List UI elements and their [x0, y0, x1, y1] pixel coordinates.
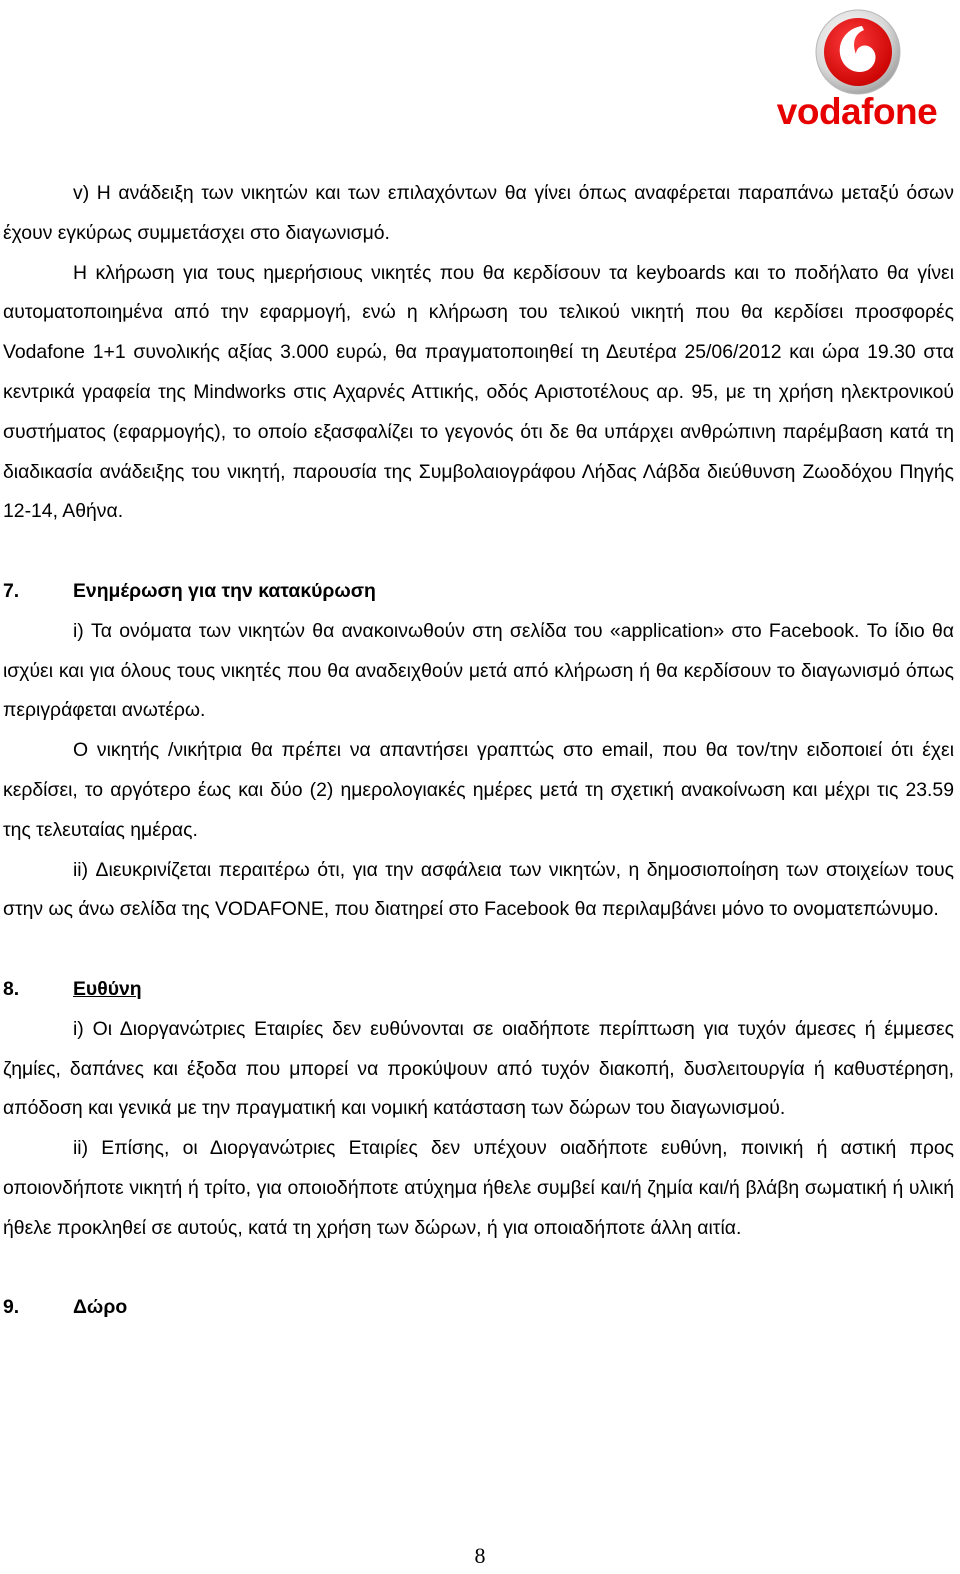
page-number: 8	[474, 1543, 486, 1568]
section-8-heading	[3, 970, 954, 1010]
section-8-paragraph-1: i) Οι Διοργανώτριες Εταιρίες δεν ευθύνονται σε οιαδήποτε περίπτωση για τυχόν άμεσες ή έμμεσες ζημίες, δαπάνες και έξοδα που μπορεί να προκύψουν από τυχόν διακοπή, δυσλειτουργία ή καθυστέρηση, απόδοση και γενικά με την πραγματική και νομική κατάσταση των δώρων του διαγωνισμού.	[3, 1017, 954, 1120]
section-7-paragraph-3: ii) Διευκρινίζεται περαιτέρω ότι, για την ασφάλεια των νικητών, η δημοσιοποίηση των στοιχείων τους στην ως άνω σελίδα της VODAFONE, που διατηρεί στο Facebook θα περιλαμβάνει μόνο το ονοματεπώνυμο.	[3, 858, 954, 921]
section-8-number: 8.	[3, 977, 20, 1000]
spacer	[3, 1249, 954, 1289]
vodafone-speechmark-icon	[766, 6, 948, 96]
paragraph-draw-details: Η κλήρωση για τους ημερήσιους νικητές που θα κερδίσουν τα keyboards και το ποδήλατο θα γίνει αυτοματοποιημένα από την εφαρμογή, ενώ η κλήρωση του τελικού νικητή που θα κερδίσει προσφορές Vodafone 1+1 συνολικής αξίας 3.000 ευρώ, θα πραγματοποιηθεί τη Δευτέρα 25/06/2012 και ώρα 19.30 στα κεντρικά γραφεία της Mindworks στις Αχαρνές Αττικής, οδός Αριστοτέλους αρ. 95, με τη χρήση ηλεκτρονικού συστήματος (εφαρμογής), το οποίο εξασφαλίζει το γεγονός ότι δε θα υπάρχει ανθρώπινη παρέμβαση κατά τη διαδικασία ανάδειξης του νικητή, παρουσία της Συμβολαιογράφου Λήδας Λάβδα διεύθυνση Ζωοδόχου Πηγής 12-14, Αθήνα.	[3, 261, 954, 523]
section-9-title: Δώρο	[73, 1296, 128, 1319]
document-body	[3, 174, 954, 1328]
section-8-paragraph-2: ii) Επίσης, οι Διοργανώτριες Εταιρίες δεν υπέχουν οιαδήποτε ευθύνη, ποινική ή αστική προς οποιονδήποτε νικητή ή τρίτο, για οποιοδήποτε ατύχημα ήθελε συμβεί και/ή ζημία και/ή βλάβη σωματική ή υλική ήθελε προκληθεί σε αυτούς, κατά τη χρήση των δώρων, ή για οποιαδήποτε άλλη αιτία.	[3, 1137, 954, 1239]
section-7-paragraph-1: i) Τα ονόματα των νικητών θα ανακοινωθούν στη σελίδα του «application» στο Facebook. Το ίδιο θα ισχύει και για όλους τους νικητές που θα αναδειχθούν μετά από κλήρωση ή θα κερδίσουν το διαγωνισμό όπως περιγράφεται ανωτέρω.	[3, 619, 954, 722]
section-9-heading	[3, 1288, 954, 1328]
section-7-paragraph-2: Ο νικητής /νικήτρια θα πρέπει να απαντήσει γραπτώς στο email, που θα τον/την ειδοποιεί ότι έχει κερδίσει, το αργότερο έως και δύο (2) ημερολογιακές ημέρες μετά τη σχετική ανακοίνωση και μέχρι τις 23.59 της τελευταίας ημέρας.	[3, 739, 954, 841]
section-9-number: 9.	[3, 1296, 20, 1319]
vodafone-logo	[766, 6, 948, 130]
spacer	[3, 532, 954, 572]
section-7-heading	[3, 572, 954, 612]
section-8-title: Ευθύνη	[73, 977, 142, 1000]
section-7-number: 7.	[3, 579, 20, 602]
paragraph-winners-selection: v) Η ανάδειξη των νικητών και των επιλαχόντων θα γίνει όπως αναφέρεται παραπάνω μεταξύ όσων έχουν εγκύρως συμμετάσχει στο διαγωνισμό.	[3, 182, 954, 244]
vodafone-wordmark: vodafone	[776, 91, 938, 132]
spacer	[3, 930, 954, 970]
section-7-title: Ενημέρωση για την κατακύρωση	[73, 579, 376, 602]
